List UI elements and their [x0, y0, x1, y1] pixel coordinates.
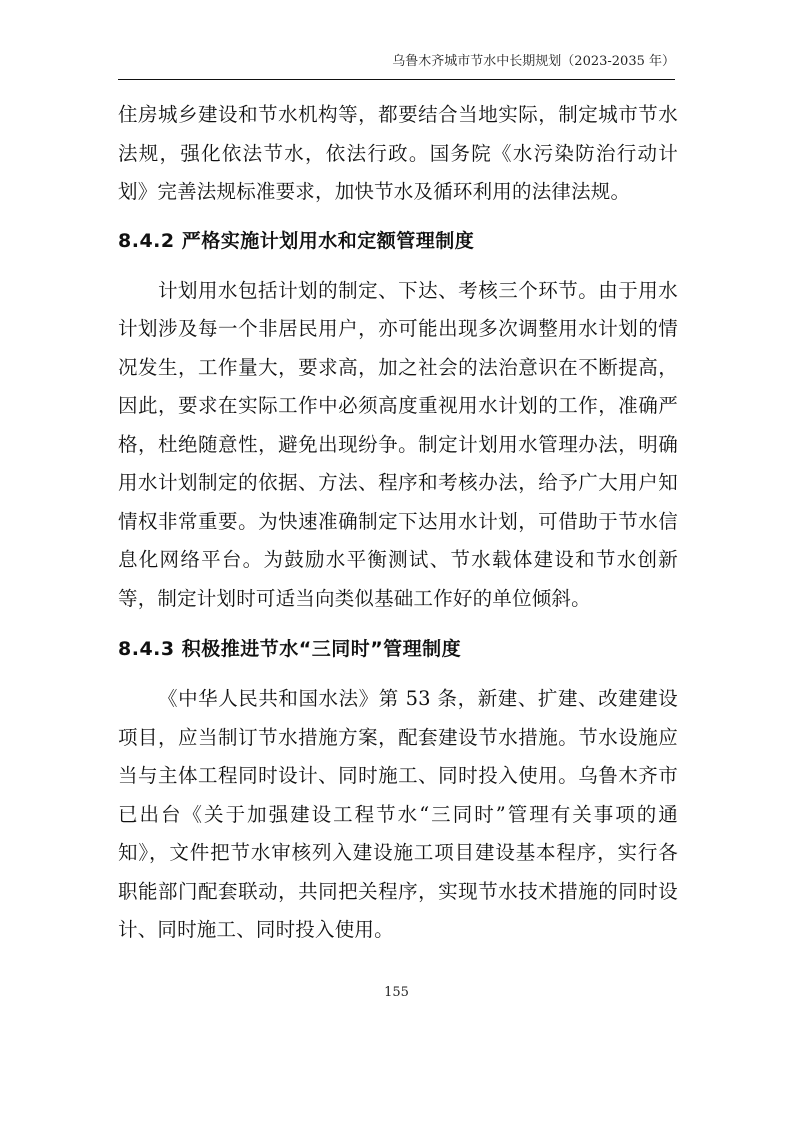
running-header: 乌鲁木齐城市节水中长期规划（2023-2035 年） [392, 54, 675, 69]
paragraph-intro: 住房城乡建设和节水机构等，都要结合当地实际，制定城市节水法规，强化依法节水，依法行政。国务院《水污染防治行动计划》完善法规标准要求，加快节水及循环利用的法律法规。 [118, 103, 678, 203]
paragraph-three-simultaneous: 《中华人民共和国水法》第 53 条，新建、扩建、改建建设项目，应当制订节水措施方案，配套建设节水措施。节水设施应当与主体工程同时设计、同时施工、同时投入使用。乌鲁木齐市已出台《关于加强建设工程节水“三同时”管理有关事项的通知》，文件把节水审核列入建设施工项目建设基本程序，实行各职能部门配套联动，共同把关程序，实现节水技术措施的同时设计、同时施工、同时投入使用。 [118, 687, 678, 941]
paragraph-planned-water-use: 计划用水包括计划的制定、下达、考核三个环节。由于用水计划涉及每一个非居民用户，亦可能出现多次调整用水计划的情况发生，工作量大，要求高，加之社会的法治意识在不断提高，因此，要求在实际工作中必须高度重视用水计划的工作，准确严格，杜绝随意性，避免出现纷争。制定计划用水管理办法，明确用水计划制定的依据、方法、程序和考核办法，给予广大用户知情权非常重要。为快速准确制定下达用水计划，可借助于节水信息化网络平台。为鼓励水平衡测试、节水载体建设和节水创新等，制定计划时可适当向类似基础工作好的单位倾斜。 [118, 278, 678, 610]
section-heading-8-4-3: 8.4.3 积极推进节水“三同时”管理制度 [118, 638, 462, 660]
page-content [118, 96, 678, 950]
page-number: 155 [384, 985, 409, 1000]
section-heading-8-4-2: 8.4.2 严格实施计划用水和定额管理制度 [118, 229, 475, 252]
header-divider [118, 79, 675, 80]
